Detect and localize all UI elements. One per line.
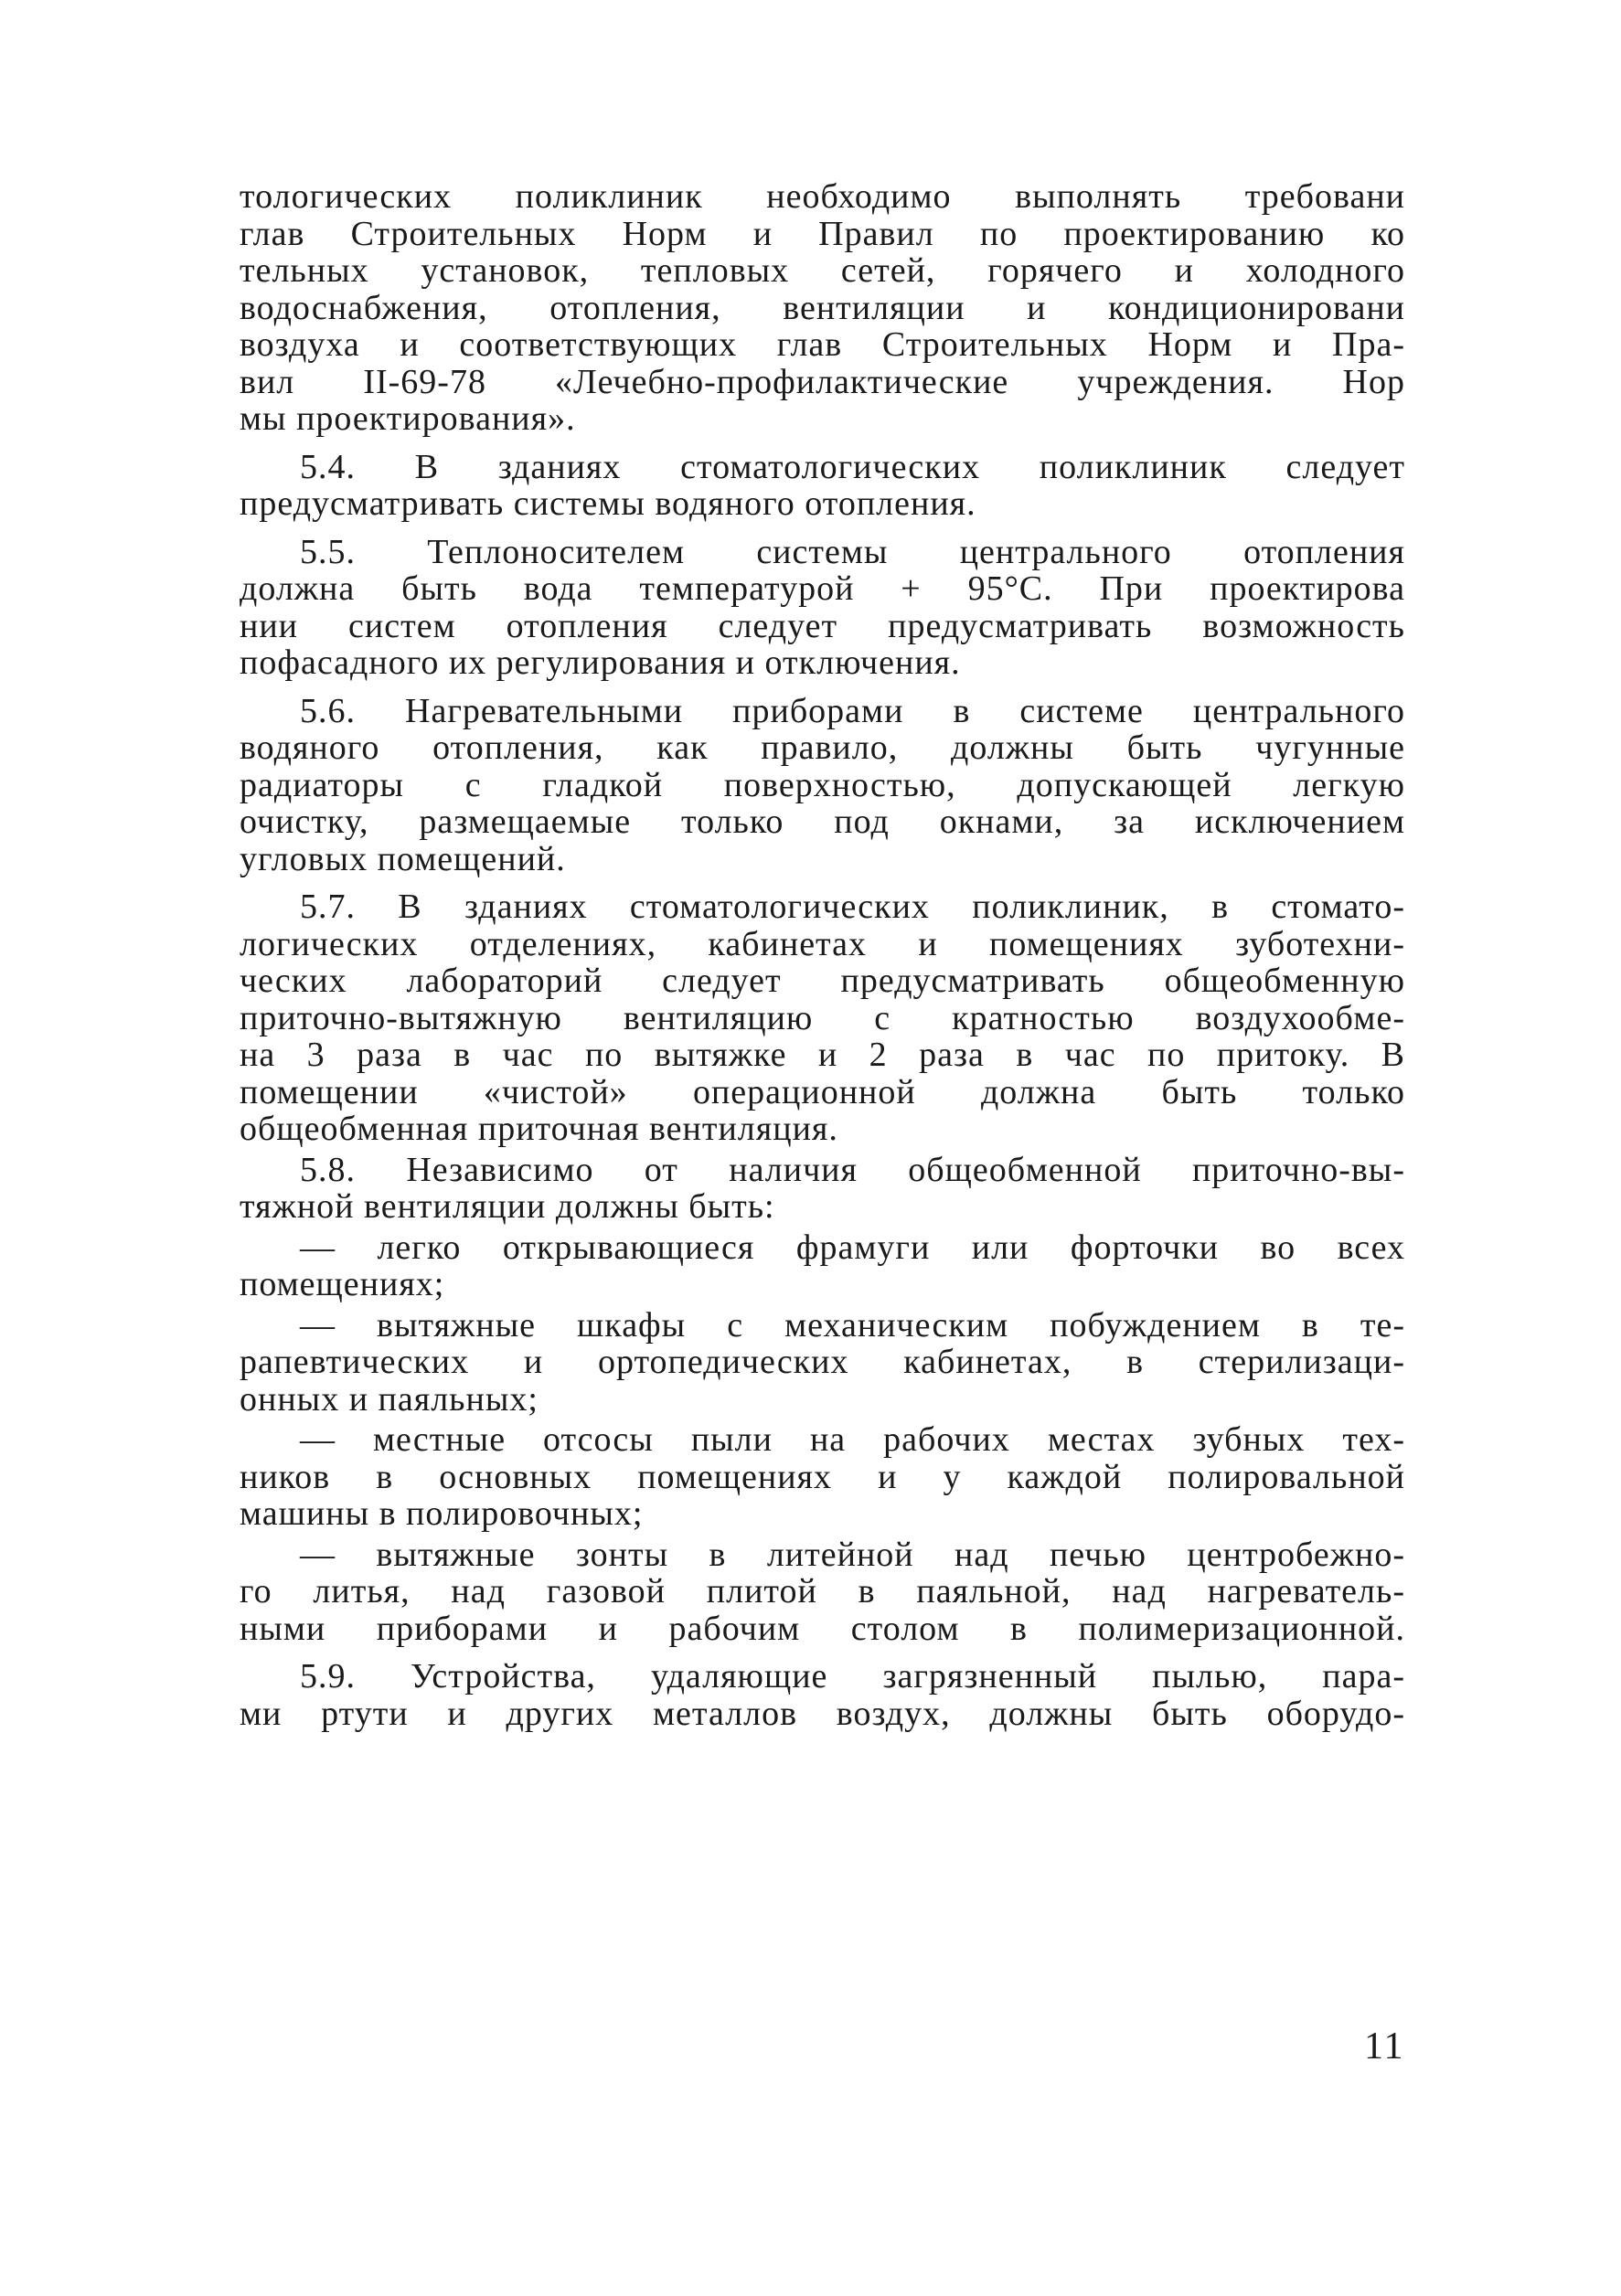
paragraph-continuation (240, 179, 1405, 439)
list-item (240, 1422, 1405, 1534)
paragraph-5-4 (240, 450, 1405, 524)
paragraph-5-5 (240, 535, 1405, 683)
text-line: глав Строительных Норм и Правил по проектированию ко (240, 216, 1405, 253)
text-line: рапевтических и ортопедических кабинетах, в стерилизаци- (240, 1345, 1405, 1381)
text-line: — легко открывающиеся фрамуги или форточки во всех (300, 1229, 1405, 1267)
text-line: приточно-вытяжную вентиляцию с кратностью воздухообме- (240, 1000, 1405, 1037)
text-line: тяжной вентиляции должны быть: (240, 1189, 775, 1226)
text-line: тельных установок, тепловых сетей, горячего и холодного (240, 253, 1405, 290)
text-line: должна быть вода температурой + 95°С. При проектирова (240, 571, 1405, 608)
text-line: 5.5. Теплоносителем системы центрального отопления (300, 534, 1405, 571)
text-line: вил II-69-78 «Лечебно-профилактические учреждения. Нор (240, 364, 1405, 401)
text-line: го литья, над газовой плитой в паяльной, над нагреватель- (240, 1574, 1405, 1610)
text-line: онных и паяльных; (240, 1381, 539, 1419)
text-line: радиаторы с гладкой поверхностью, допускающей легкую (240, 767, 1405, 804)
text-line: нии систем отопления следует предусматривать возможность (240, 608, 1405, 645)
text-line: помещениях; (240, 1267, 445, 1303)
text-line: — вытяжные зонты в литейной над печью центробежно- (300, 1536, 1405, 1574)
paragraph-5-6 (240, 694, 1405, 879)
list-item (240, 1308, 1405, 1419)
text-line: — местные отсосы пыли на рабочих местах зубных тех- (300, 1422, 1405, 1459)
text-line: предусматривать системы водяного отопления. (240, 486, 976, 523)
text-line: пофасадного их регулирования и отключения. (240, 645, 961, 682)
text-line: ческих лабораторий следует предусматривать общеобменную (240, 963, 1405, 1000)
paragraph-5-7 (240, 889, 1405, 1149)
text-line: на 3 раза в час по вытяжке и 2 раза в час по притоку. В (240, 1037, 1405, 1074)
page-number: 11 (1364, 2025, 1405, 2067)
text-line: 5.8. Независимо от наличия общеобменной приточно-вы- (300, 1152, 1405, 1189)
text-line: — вытяжные шкафы с механическим побуждением в те- (300, 1307, 1405, 1345)
body-text (240, 179, 1405, 1744)
text-line: 5.6. Нагревательными приборами в системе центрального (300, 693, 1405, 730)
text-line: ми ртути и других металлов воздух, должны быть оборудо- (240, 1695, 1405, 1733)
text-line: 5.7. В зданиях стоматологических поликлиник, в стомато- (300, 889, 1405, 926)
text-line: тологических поликлиник необходимо выполнять требовани (240, 179, 1405, 216)
text-line: очистку, размещаемые только под окнами, за исключением (240, 804, 1405, 841)
text-line: логических отделениях, кабинетах и помещениях зуботехни- (240, 926, 1405, 963)
text-line: водоснабжения, отопления, вентиляции и кондиционировани (240, 290, 1405, 327)
paragraph-5-8 (240, 1153, 1405, 1227)
list-item (240, 1230, 1405, 1304)
paragraph-5-9 (240, 1659, 1405, 1733)
text-line: угловых помещений. (240, 841, 566, 878)
text-line: ников в основных помещениях и у каждой полировальной (240, 1459, 1405, 1496)
text-line: воздуха и соответствующих глав Строительных Норм и Пра- (240, 327, 1405, 364)
text-line: общеобменная приточная вентиляция. (240, 1111, 838, 1148)
text-line: 5.4. В зданиях стоматологических поликлиник следует (300, 449, 1405, 486)
text-line: машины в полировочных; (240, 1496, 644, 1533)
text-line: 5.9. Устройства, удаляющие загрязненный пылью, пара- (300, 1659, 1405, 1695)
text-line: ными приборами и рабочим столом в полимеризационной. (240, 1610, 1405, 1648)
list-item (240, 1537, 1405, 1649)
text-line: мы проектирования». (240, 401, 576, 438)
text-line: помещении «чистой» операционной должна быть только (240, 1074, 1405, 1111)
text-line: водяного отопления, как правило, должны быть чугунные (240, 730, 1405, 767)
